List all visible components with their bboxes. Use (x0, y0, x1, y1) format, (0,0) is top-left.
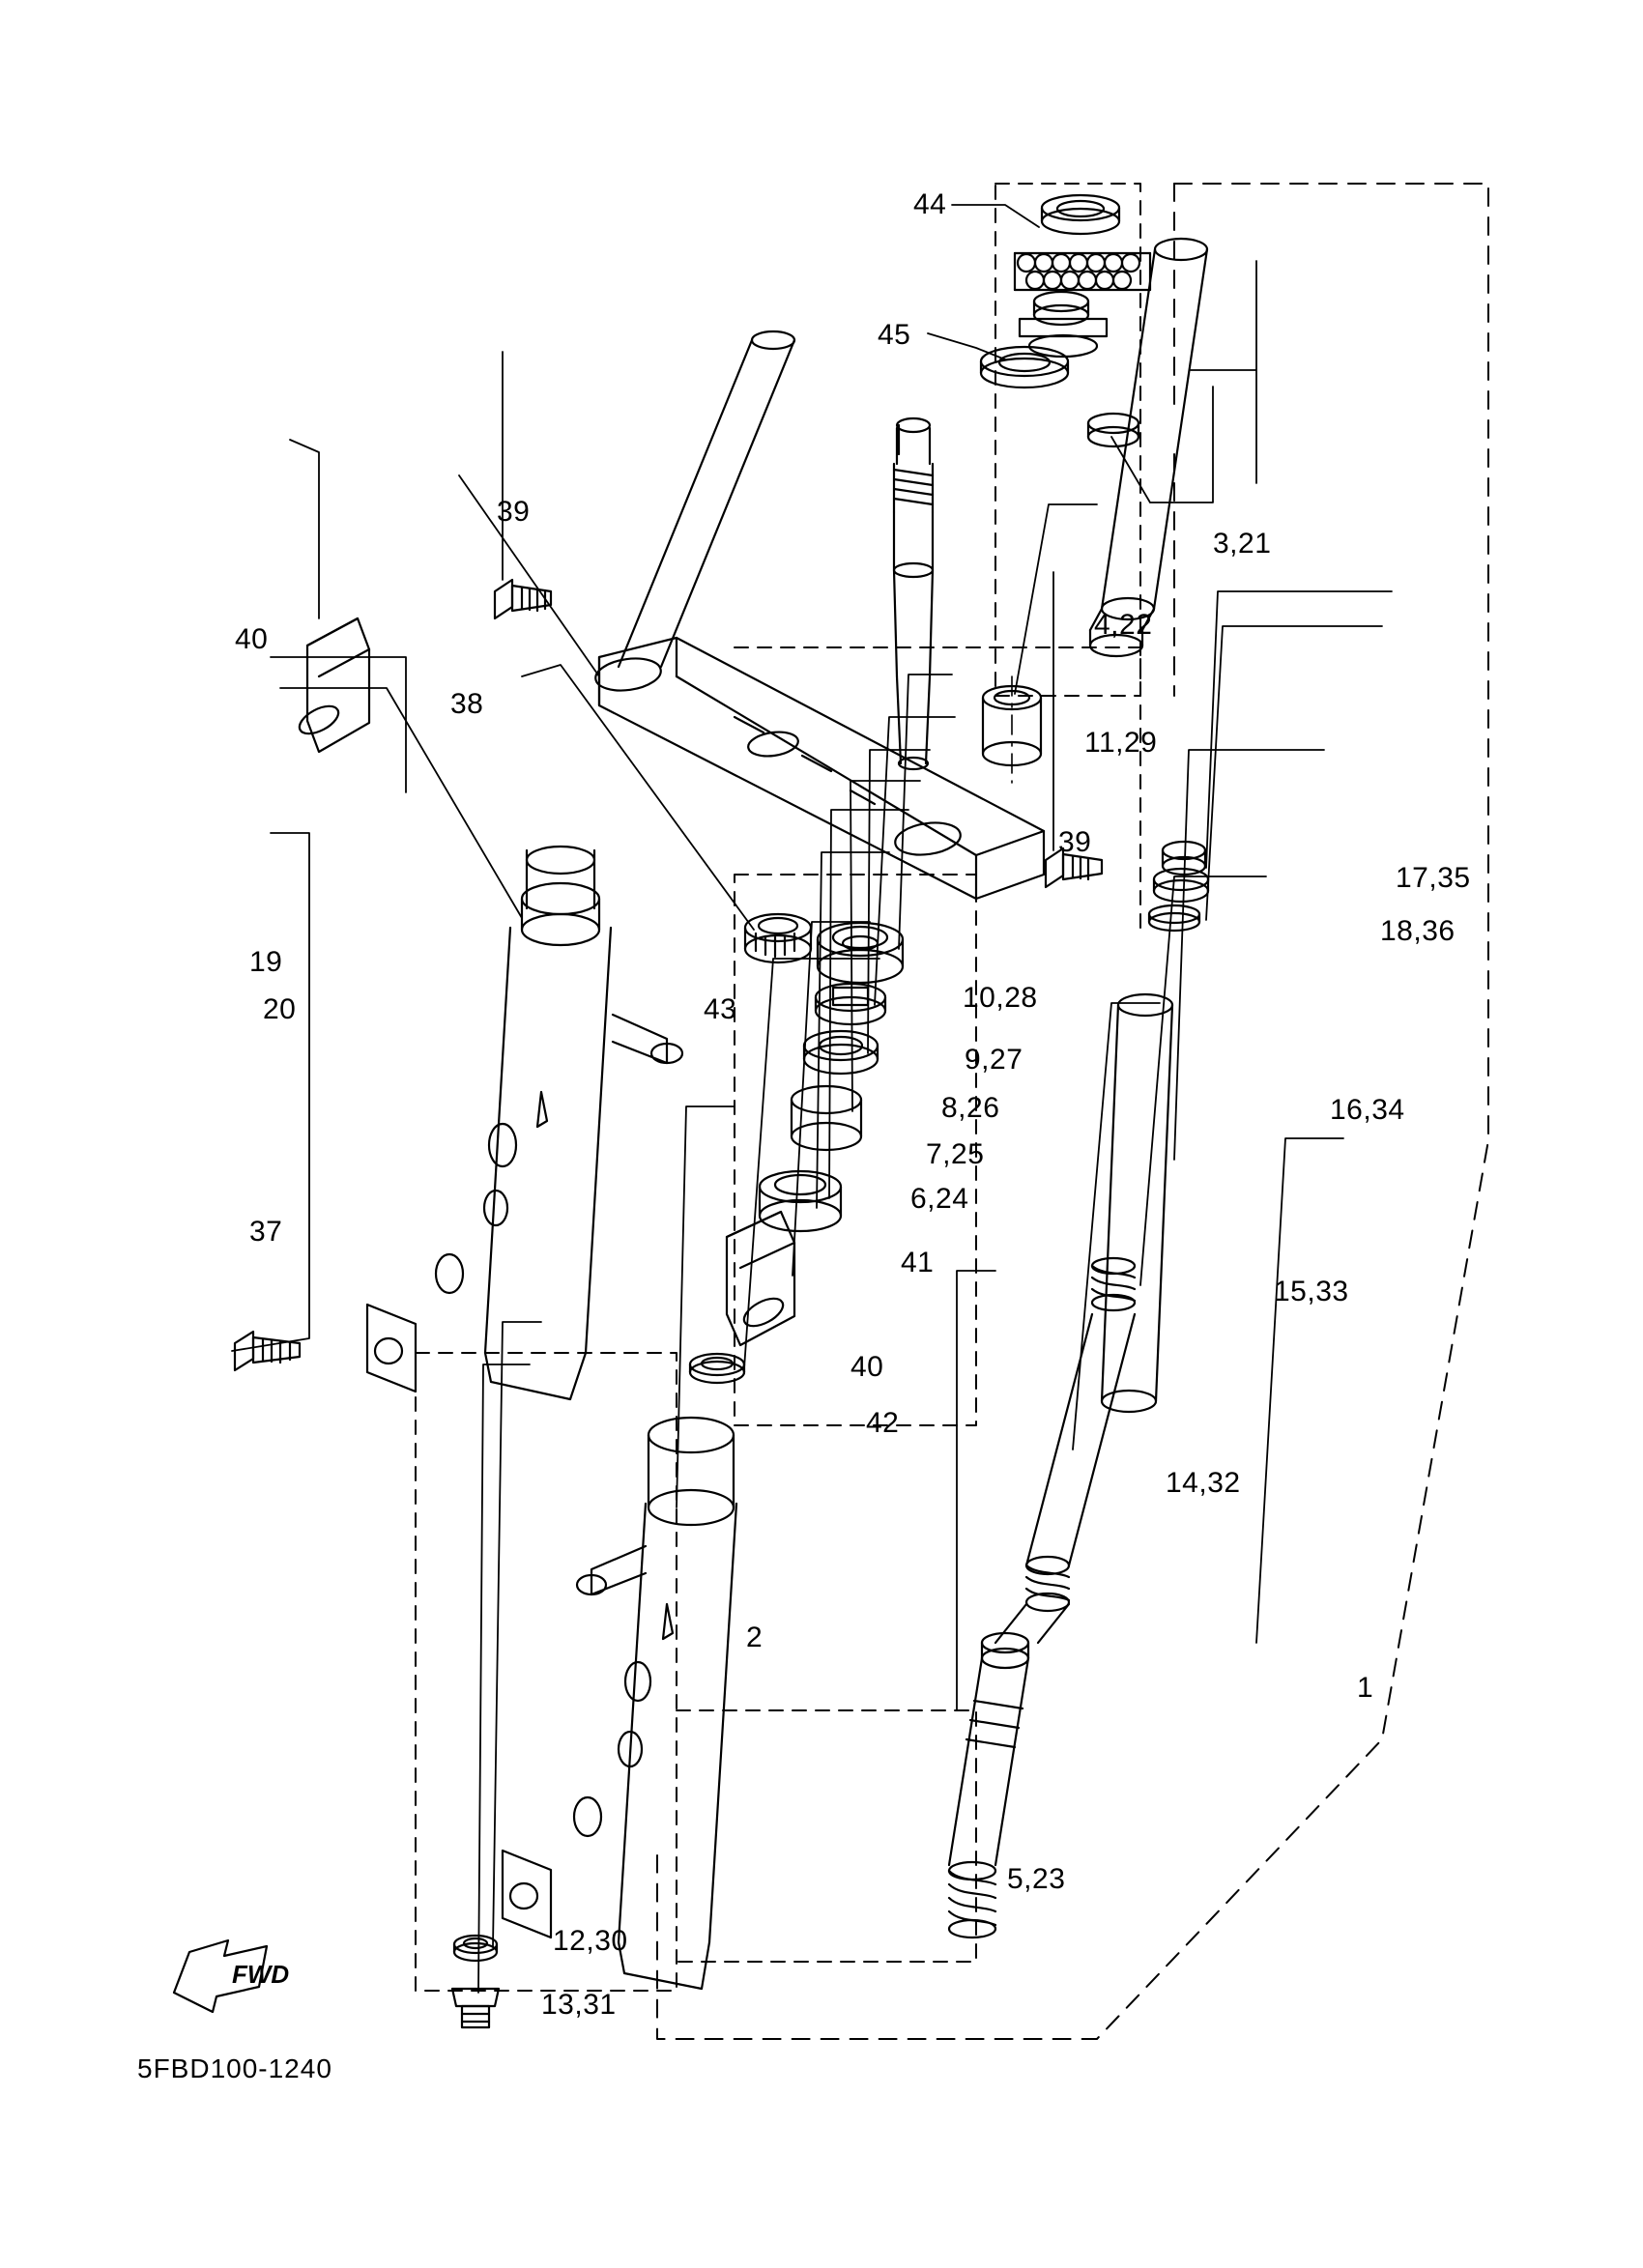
dashed-box-inner (735, 647, 1140, 928)
part-code-label: 5FBD100-1240 (137, 2053, 332, 2083)
callout-41: 41 (901, 1247, 935, 1278)
callout-8-26: 8,26 (941, 1092, 1000, 1124)
callout-18-36: 18,36 (1380, 915, 1456, 947)
callout-9-27: 9,27 (965, 1044, 1023, 1076)
cap-17-35 (1154, 842, 1208, 902)
callout-1: 1 (1357, 1672, 1374, 1704)
ring-42 (690, 1354, 744, 1383)
cap-bolt-43 (745, 914, 811, 962)
callout-42: 42 (866, 1407, 900, 1439)
callout-17-35: 17,35 (1396, 862, 1471, 894)
callout-3-21: 3,21 (1213, 528, 1272, 560)
drain-bolt-13-31 (452, 1989, 499, 2027)
callout-39-lower: 39 (1058, 826, 1092, 858)
callout-43: 43 (704, 993, 737, 1025)
callout-7-25: 7,25 (926, 1138, 985, 1170)
callout-45: 45 (878, 319, 911, 351)
callout-2: 2 (746, 1622, 764, 1653)
dust-seal-45 (981, 347, 1068, 388)
upper-bracket-38 (593, 638, 1044, 899)
damper-rod-14-32 (995, 1314, 1135, 1643)
callout-leaders (232, 205, 1392, 1993)
callout-15-33: 15,33 (1274, 1276, 1349, 1307)
damper-rod-16-34 (1102, 994, 1172, 1412)
callout-14-32: 14,32 (1166, 1467, 1241, 1499)
callout-37: 37 (249, 1216, 283, 1248)
dashed-box-2 (416, 1353, 677, 1991)
left-inner-tube-top (619, 331, 794, 667)
protector-40-upper (295, 618, 369, 752)
right-fork-leg-2 (503, 1418, 736, 1989)
spring-15-33 (1092, 1258, 1135, 1310)
callout-10-28: 10,28 (963, 982, 1038, 1014)
callout-40-lower: 40 (850, 1351, 884, 1383)
drain-washer-12-30 (454, 1936, 497, 1961)
callout-39-upper: 39 (497, 496, 531, 528)
callout-44: 44 (913, 188, 947, 220)
collar-11-29 (983, 676, 1041, 783)
washer-8-26 (804, 1031, 878, 1074)
callout-5-23: 5,23 (1007, 1863, 1066, 1895)
inner-tube-3-21 (1090, 239, 1207, 656)
callout-13-31: 13,31 (541, 1989, 617, 2021)
callout-40-upper: 40 (235, 623, 269, 655)
callout-16-34: 16,34 (1330, 1094, 1405, 1126)
bolt-37 (235, 1332, 300, 1370)
bearing-stack-44 (1015, 195, 1150, 357)
callout-20: 20 (263, 993, 297, 1025)
callout-19: 19 (249, 946, 283, 978)
callout-4-22: 4,22 (1094, 609, 1153, 641)
left-fork-leg-19-20 (367, 847, 682, 1399)
callout-11-29: 11,29 (1084, 727, 1158, 759)
oring-18-36 (1149, 905, 1199, 931)
protector-40-lower (727, 1212, 794, 1345)
fwd-label: FWD (232, 1960, 290, 1989)
callout-12-30: 12,30 (553, 1925, 628, 1957)
callout-6-24: 6,24 (910, 1183, 969, 1215)
bolt-39-upper (495, 580, 551, 618)
callout-38: 38 (450, 688, 484, 720)
